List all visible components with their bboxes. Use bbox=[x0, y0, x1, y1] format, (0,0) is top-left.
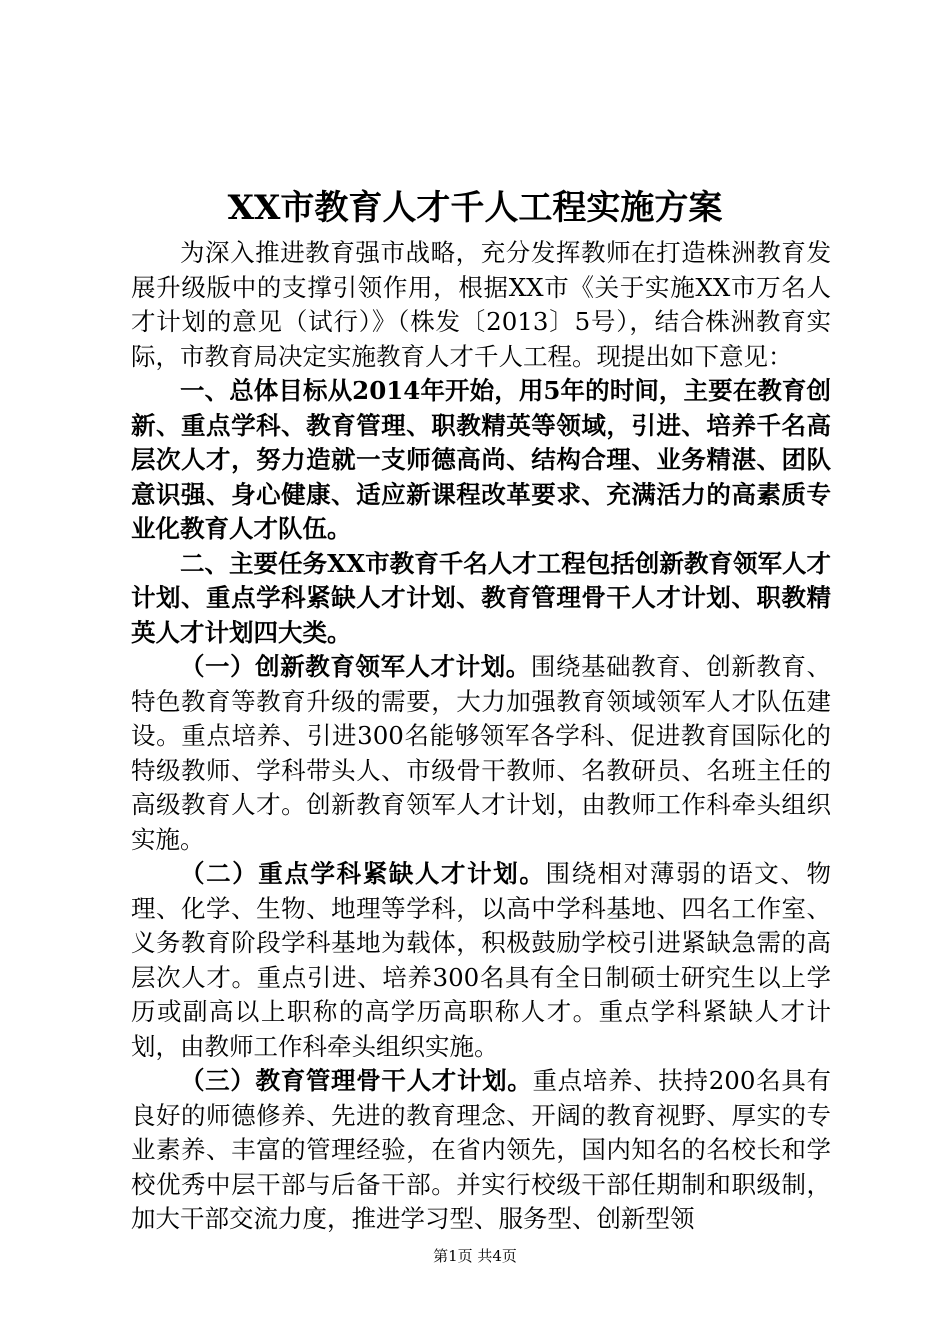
paragraph-overall-goal bbox=[131, 374, 831, 547]
paragraph-text: 为深入推进教育强市战略，充分发挥教师在打造株洲教育发展升级版中的支撑引领作用，根据XX市《关于实施XX市万名人才计划的意见（试行）》（株发〔2013〕5号），结合株洲教育实际，市教育局决定实施教育人才千人工程。现提出如下意见： bbox=[131, 238, 831, 371]
paragraph-lead: （二）重点学科紧缺人才计划。 bbox=[180, 859, 546, 888]
paragraph-plan-3 bbox=[131, 1064, 831, 1237]
paragraph-text: 重点培养、扶持200名具有良好的师德修养、先进的教育理念、开阔的教育视野、厚实的专业素养、丰富的管理经验，在省内领先，国内知名的名校长和学校优秀中层干部与后备干部。并实行校级干部任期制和职级制，加大干部交流力度，推进学习型、服务型、创新型领 bbox=[131, 1066, 831, 1233]
page-number-footer: 第1页 共4页 bbox=[433, 1247, 517, 1265]
paragraph-intro bbox=[131, 236, 831, 374]
paragraph-text: 围绕相对薄弱的语文、物理、化学、生物、地理等学科，以高中学科基地、四名工作室、义务教育阶段学科基地为载体，积极鼓励学校引进紧缺急需的高层次人才。重点引进、培养300名具有全日制硕士研究生以上学历或副高以上职称的高学历高职称人才。重点学科紧缺人才计划，由教师工作科牵头组织实施。 bbox=[131, 859, 832, 1061]
paragraph-lead: 一、总体目标从2014年开始，用5年的时间，主要在教育创新、重点学科、教育管理、职教精英等领域，引进、培养千名高层次人才，努力造就一支师德高尚、结构合理、业务精湛、团队意识强、身心健康、适应新课程改革要求、充满活力的高素质专业化教育人才队伍。 bbox=[131, 376, 831, 543]
document-body bbox=[131, 236, 831, 1237]
paragraph-plan-1 bbox=[131, 650, 831, 857]
document-title: XX市教育人才千人工程实施方案 bbox=[227, 188, 723, 228]
paragraph-lead: 二、主要任务XX市教育千名人才工程包括创新教育领军人才计划、重点学科紧缺人才计划、教育管理骨干人才计划、职教精英人才计划四大类。 bbox=[131, 548, 831, 647]
paragraph-lead: （一）创新教育领军人才计划。 bbox=[180, 652, 531, 681]
paragraph-main-tasks bbox=[131, 547, 831, 651]
paragraph-plan-2 bbox=[131, 857, 831, 1064]
paragraph-text: 围绕基础教育、创新教育、特色教育等教育升级的需要，大力加强教育领域领军人才队伍建设。重点培养、引进300名能够领军各学科、促进教育国际化的特级教师、学科带头人、市级骨干教师、名教研员、名班主任的高级教育人才。创新教育领军人才计划，由教师工作科牵头组织实施。 bbox=[131, 652, 832, 854]
paragraph-lead: （三）教育管理骨干人才计划。 bbox=[180, 1066, 533, 1095]
